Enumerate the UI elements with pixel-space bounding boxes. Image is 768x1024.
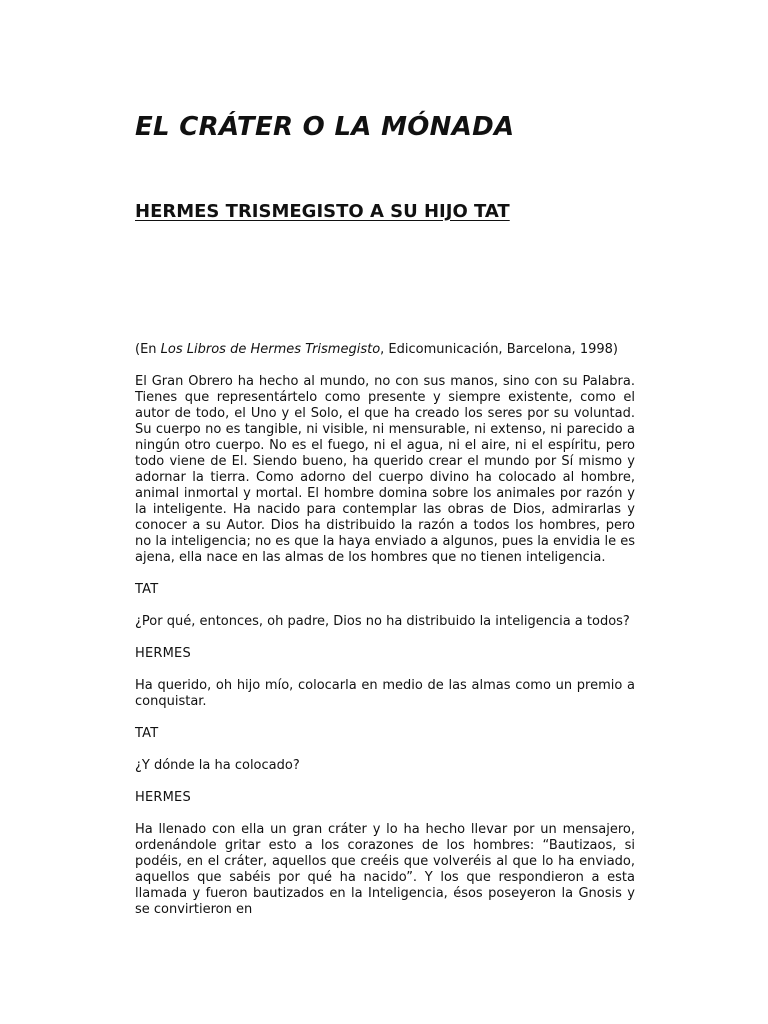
document-subtitle: HERMES TRISMEGISTO A SU HIJO TAT xyxy=(135,201,510,222)
citation-prefix: (En xyxy=(135,342,161,357)
document-title: EL CRÁTER O LA MÓNADA xyxy=(135,112,515,142)
document-page xyxy=(135,0,635,1024)
speaker-label: HERMES xyxy=(135,790,191,805)
speaker-label: HERMES xyxy=(135,646,191,661)
paragraph: ¿Y dónde la ha colocado? xyxy=(135,758,300,773)
citation-book-title: Los Libros de Hermes Trismegisto xyxy=(160,342,381,357)
paragraph: ¿Por qué, entonces, oh padre, Dios no ha distribuido la inteligencia a todos? xyxy=(135,614,630,629)
speaker-label: TAT xyxy=(135,726,159,741)
citation xyxy=(135,342,635,358)
paragraph: Ha llenado con ella un gran cráter y lo ha hecho llevar por un mensajero, ordenándole gritar esto a los corazones de los hombres: “Bautizaos, si podéis, en el cráter, aquellos que creéis que volveréis al que lo ha enviado, aquellos que sabéis por qué ha nacido”. Y los que respondieron a esta llamada y fueron bautizados en la Inteligencia, ésos poseyeron la Gnosis y se convirtieron en xyxy=(135,822,635,917)
paragraph: Ha querido, oh hijo mío, colocarla en medio de las almas como un premio a conquistar. xyxy=(135,678,635,709)
paragraph: El Gran Obrero ha hecho al mundo, no con sus manos, sino con su Palabra. Tienes que representártelo como presente y siempre existente, como el autor de todo, el Uno y el Solo, el que ha creado los seres por su voluntad. Su cuerpo no es tangible, ni visible, ni mensurable, ni extenso, ni parecido a ningún otro cuerpo. No es el fuego, ni el agua, ni el aire, ni el espíritu, pero todo viene de El. Siendo bueno, ha querido crear el mundo por Sí mismo y adornar la tierra. Como adorno del cuerpo divino ha colocado al hombre, animal inmortal y mortal. El hombre domina sobre los animales por razón y la inteligente. Ha nacido para contemplar las obras de Dios, admirarlas y conocer a su Autor. Dios ha distribuido la razón a todos los hombres, pero no la inteligencia; no es que la haya enviado a algunos, pues la envidia le es ajena, ella nace en las almas de los hombres que no tienen inteligencia. xyxy=(135,374,635,565)
document-body xyxy=(135,342,635,934)
citation-suffix: , Edicomunicación, Barcelona, 1998) xyxy=(380,342,618,357)
speaker-label: TAT xyxy=(135,582,159,597)
